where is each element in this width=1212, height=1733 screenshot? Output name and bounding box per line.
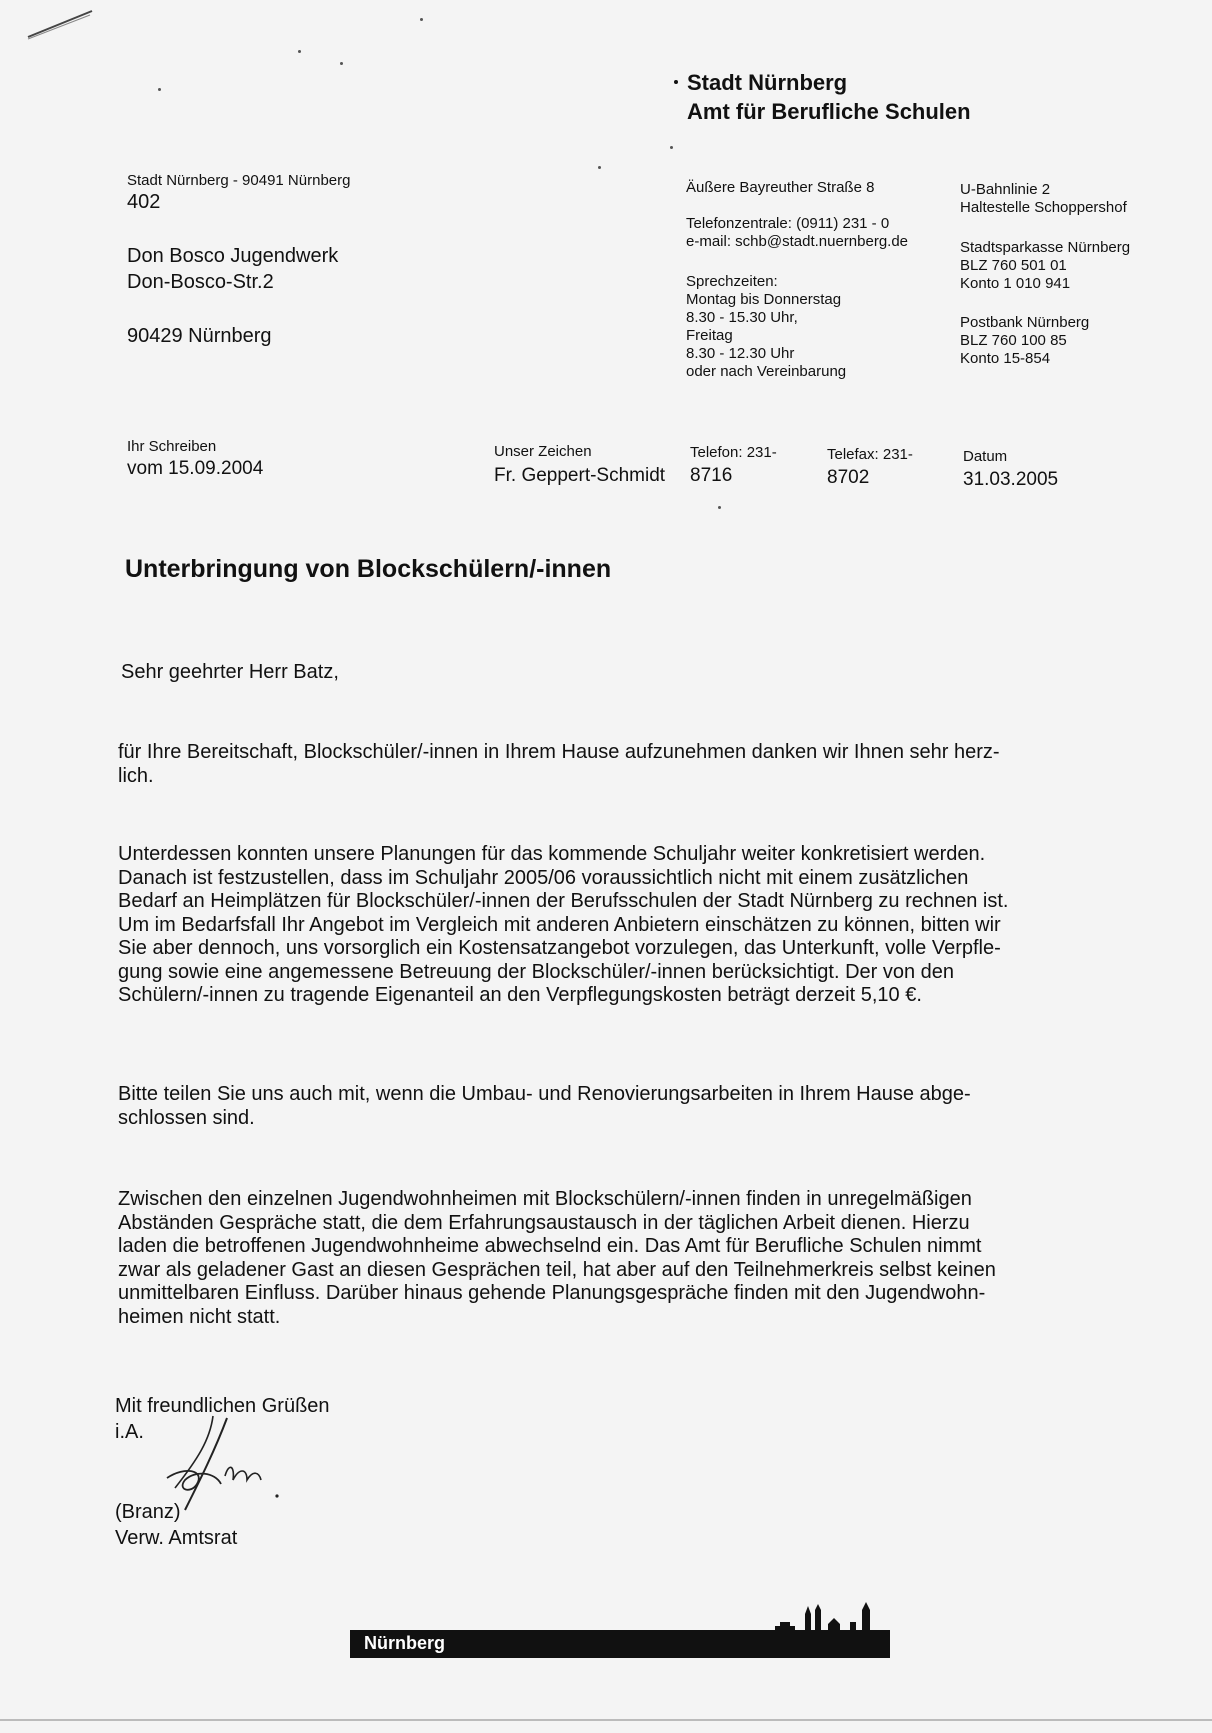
letter-date: 31.03.2005 (963, 469, 1059, 490)
office-hours-line: Montag bis Donnerstag (686, 291, 842, 308)
scan-pen-mark (20, 5, 100, 45)
bank1-name: Stadtsparkasse Nürnberg (960, 239, 1131, 256)
paragraph-line: gung sowie eine angemessene Betreuung der Blockschüler/-innen berücksichtigt. Der von den (118, 960, 955, 983)
paragraph-line: Schülern/-innen zu tragende Eigenanteil an den Verpflegungskosten beträgt derzeit 5,10 €. (118, 984, 922, 1006)
ubahn-stop: Haltestelle Schoppershof (960, 199, 1127, 216)
office-hours-line: 8.30 - 15.30 Uhr, (686, 309, 798, 326)
letter-subject: Unterbringung von Blockschülern/-innen (125, 555, 612, 583)
contact-address: Äußere Bayreuther Straße 8 (686, 179, 875, 196)
contact-email: e-mail: schb@stadt.nuernberg.de (686, 233, 909, 250)
paragraph-line: Bitte teilen Sie uns auch mit, wenn die Umbau- und Renovierungsarbeiten in Ihrem Hause abge- (118, 1083, 971, 1105)
bank2-blz: BLZ 760 100 85 (960, 332, 1067, 349)
closing-greeting: Mit freundlichen Grüßen (115, 1395, 330, 1417)
recipient-street: Don-Bosco-Str.2 (127, 271, 274, 293)
paragraph-line: Bedarf an Heimplätzen für Blockschüler/-innen der Berufsschulen der Stadt Nürnberg zu rechnen ist. (118, 890, 1009, 912)
bank2-name: Postbank Nürnberg (960, 314, 1090, 331)
salutation: Sehr geehrter Herr Batz, (121, 661, 339, 683)
phone-label: Telefon: 231- (690, 444, 777, 461)
signatory-title: Verw. Amtsrat (115, 1527, 238, 1549)
ubahn-line: U-Bahnlinie 2 (960, 181, 1051, 198)
our-reference-value: Fr. Geppert-Schmidt (494, 465, 666, 486)
paragraph-line: für Ihre Bereitschaft, Blockschüler/-innen in Ihrem Hause aufzunehmen danken wir Ihnen sehr herz- (118, 741, 1000, 763)
recipient-name: Don Bosco Jugendwerk (127, 245, 339, 267)
paragraph-line: Sie aber dennoch, uns vorsorglich ein Kostensatzangebot vorzulegen, das Unterkunft, volle Verpfle- (118, 937, 1001, 959)
paragraph-line: schlossen sind. (118, 1106, 255, 1129)
office-hours-line: 8.30 - 12.30 Uhr (686, 345, 795, 362)
paragraph-line: heimen nicht statt. (118, 1305, 281, 1328)
org-department: Amt für Berufliche Schulen (687, 99, 971, 124)
nuernberg-logo (350, 1600, 890, 1660)
paragraph-line: unmittelbaren Einfluss. Darüber hinaus gehende Planungsgespräche finden mit den Jugendwohn- (118, 1282, 986, 1304)
sender-return-address: Stadt Nürnberg - 90491 Nürnberg (127, 172, 351, 189)
organisation-header (687, 68, 971, 126)
body-paragraph-3 (118, 1083, 1148, 1130)
logo-text: Nürnberg (364, 1633, 445, 1653)
paragraph-line: Abständen Gespräche statt, die dem Erfahrungsaustausch in der täglichen Arbeit dienen. Hierzu (118, 1211, 970, 1234)
fax-extension: 8702 (827, 467, 870, 488)
date-label: Datum (963, 448, 1008, 465)
paragraph-line: zwar als geladener Gast an diesen Gesprächen teil, hat aber auf den Teilnehmerkreis selbst keinen (118, 1258, 996, 1281)
office-hours-title: Sprechzeiten: (686, 273, 778, 290)
body-paragraph-1 (118, 741, 1148, 788)
contact-phone: Telefonzentrale: (0911) 231 - 0 (686, 215, 890, 232)
recipient-city: 90429 Nürnberg (127, 325, 272, 347)
paragraph-line: lich. (118, 764, 154, 787)
office-hours-line: oder nach Vereinbarung (686, 363, 847, 380)
bank2-account: Konto 15-854 (960, 350, 1051, 367)
org-name: Stadt Nürnberg (687, 70, 848, 95)
your-letter-label: Ihr Schreiben (127, 438, 217, 455)
body-paragraph-4 (118, 1188, 1148, 1329)
paragraph-line: Um im Bedarfsfall Ihr Angebot im Vergleich mit anderen Anbietern einschätzen zu können, bitten wir (118, 913, 1001, 936)
paragraph-line: Zwischen den einzelnen Jugendwohnheimen mit Blockschülern/-innen finden in unregelmäßigen (118, 1188, 972, 1210)
bank1-blz: BLZ 760 501 01 (960, 257, 1067, 274)
paragraph-line: Unterdessen konnten unsere Planungen für das kommende Schuljahr weiter konkretisiert werden. (118, 843, 986, 865)
paragraph-line: laden die betroffenen Jugendwohnheime abwechselnd ein. Das Amt für Berufliche Schulen nimmt (118, 1235, 982, 1257)
closing-ia: i.A. (115, 1421, 144, 1443)
phone-extension: 8716 (690, 465, 733, 486)
bullet-dot (674, 80, 678, 84)
bank1-account: Konto 1 010 941 (960, 275, 1071, 292)
paragraph-line: Danach ist festzustellen, dass im Schuljahr 2005/06 voraussichtlich nicht mit einem zusätzlichen (118, 866, 969, 889)
signatory-name: (Branz) (115, 1501, 181, 1523)
recipient-code: 402 (127, 191, 161, 213)
office-hours-line: Freitag (686, 327, 733, 344)
our-reference-label: Unser Zeichen (494, 443, 592, 460)
your-letter-date: vom 15.09.2004 (127, 458, 264, 479)
page-bottom-edge (0, 1719, 1212, 1721)
body-paragraph-2 (118, 843, 1148, 1008)
fax-label: Telefax: 231- (827, 446, 913, 463)
